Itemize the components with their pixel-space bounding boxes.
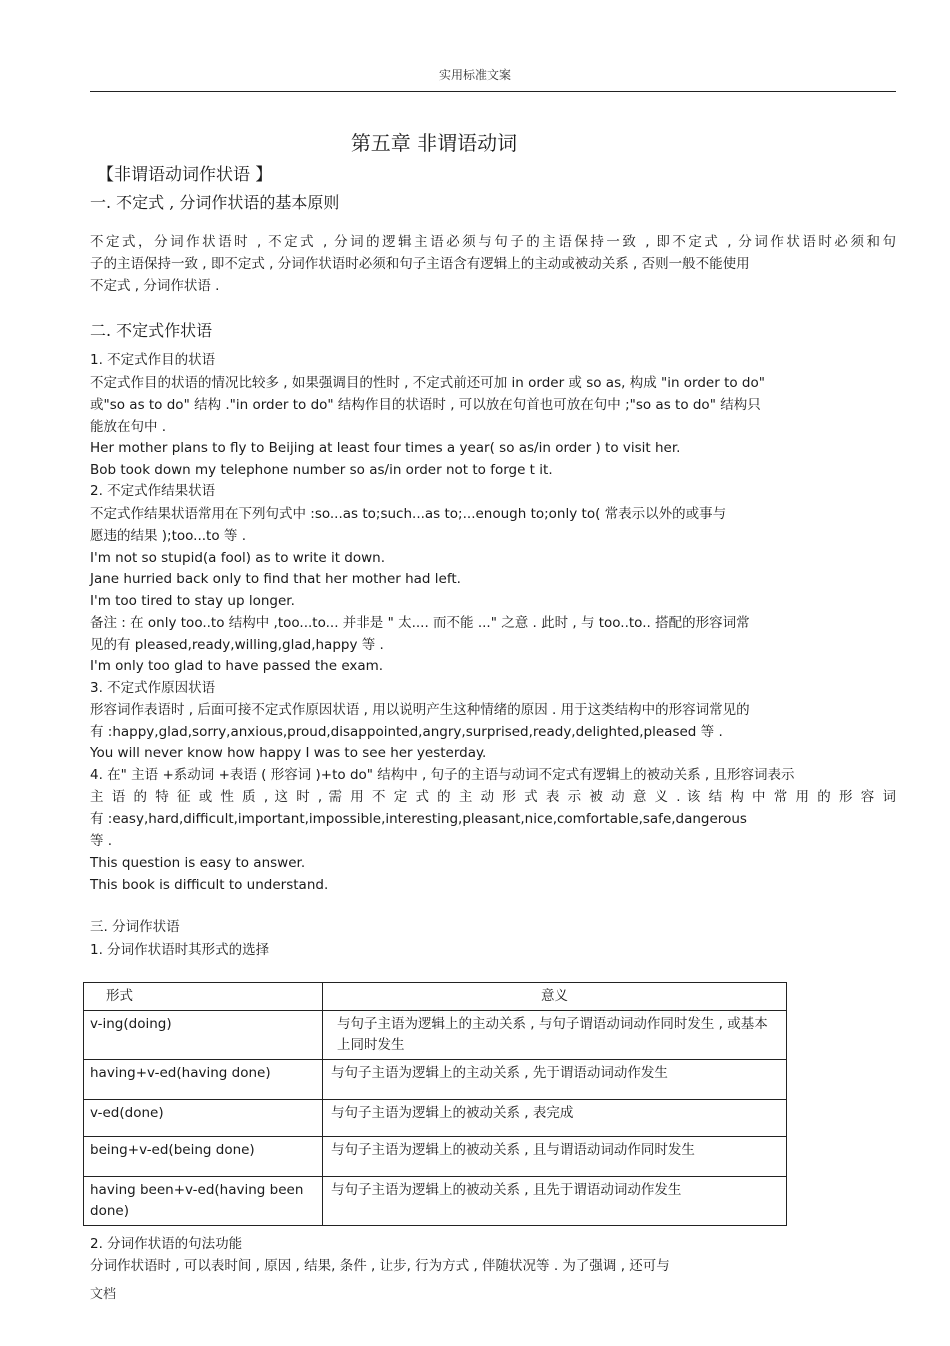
example-sentence: Jane hurried back only to find that her mother had left. <box>90 571 461 587</box>
subheading-form-choice: 1. 分词作状语时其形式的选择 <box>90 942 270 958</box>
table-cell-meaning: 与句子主语为逻辑上的被动关系 , 且先于谓语动词动作发生 <box>323 1177 787 1226</box>
paragraph-line: 等 . <box>90 833 113 849</box>
chapter-title: 第五章 非谓语动词 <box>350 131 518 155</box>
section-heading: 【非谓语动词作状语 】 <box>97 165 273 185</box>
example-sentence: Her mother plans to fly to Beijing at least four times a year( so as/in order ) to visit her. <box>90 440 681 456</box>
example-sentence: This question is easy to answer. <box>90 855 306 871</box>
paragraph-line: 1. 不定式作目的状语 <box>90 352 216 368</box>
table-header-form: 形式 <box>84 983 323 1011</box>
paragraph-line: 不定式作目的状语的情况比较多 , 如果强调目的性时 , 不定式前还可加 in order 或 so as, 构成 "in order to do" <box>90 375 765 391</box>
table-row <box>84 1177 787 1226</box>
paragraph-line: 有 :easy,hard,difficult,important,impossible,interesting,pleasant,nice,comfortable,safe,dangerous <box>90 811 747 827</box>
table-cell-meaning: 与句子主语为逻辑上的主动关系 , 先于谓语动词动作发生 <box>323 1060 787 1100</box>
table-cell-form: being+v-ed(being done) <box>84 1137 323 1177</box>
table-header-meaning: 意义 <box>323 983 787 1011</box>
paragraph-line: 或"so as to do" 结构 ."in order to do" 结构作目的状语时 , 可以放在句首也可放在句中 ;"so as to do" 结构只 <box>90 397 761 413</box>
paragraph-line: 2. 不定式作结果状语 <box>90 483 216 499</box>
example-sentence: I'm too tired to stay up longer. <box>90 593 295 609</box>
table-row <box>84 1060 787 1100</box>
heading-infinitive-adverbial: 二. 不定式作状语 <box>90 321 213 340</box>
header-divider <box>90 91 896 92</box>
table-cell-meaning: 与句子主语为逻辑上的主动关系 , 与句子谓语动词动作同时发生 , 或基本上同时发生 <box>323 1011 787 1060</box>
paragraph-line: 愿违的结果 );too...to 等 . <box>90 528 246 544</box>
paragraph-line: 能放在句中 . <box>90 419 167 435</box>
paragraph-line: 形容词作表语时 , 后面可接不定式作原因状语 , 用以说明产生这种情绪的原因 . 用于这类结构中的形容词常见的 <box>90 702 750 718</box>
example-sentence: I'm only too glad to have passed the exam. <box>90 658 384 674</box>
table-row <box>84 1011 787 1060</box>
example-sentence: I'm not so stupid(a fool) as to write it down. <box>90 550 386 566</box>
table-cell-form: v-ing(doing) <box>84 1011 323 1060</box>
table-cell-form: having been+v-ed(having been done) <box>84 1177 323 1226</box>
paragraph-line: 分词作状语时 , 可以表时间 , 原因 , 结果, 条件 , 让步, 行为方式 , 伴随状况等 . 为了强调 , 还可与 <box>90 1258 670 1274</box>
table-row <box>84 1100 787 1137</box>
example-sentence: You will never know how happy I was to see her yesterday. <box>90 745 487 761</box>
paragraph-line: 4. 在" 主语 +系动词 +表语 ( 形容词 )+to do" 结构中 , 句子的主语与动词不定式有逻辑上的被动关系 , 且形容词表示 <box>90 767 795 783</box>
page-header: 实用标准文案 <box>438 68 511 82</box>
heading-principles: 一. 不定式 , 分词作状语的基本原则 <box>90 193 340 212</box>
table-row <box>84 1137 787 1177</box>
table-cell-form: having+v-ed(having done) <box>84 1060 323 1100</box>
paragraph-line: 不定式作结果状语常用在下列句式中 :so...as to;such...as to;...enough to;only to( 常表示以外的或事与 <box>90 506 727 522</box>
paragraph-line: 不定式，分词作状语时 , 不定式 , 分词的逻辑主语必须与句子的主语保持一致 , 即不定式 , 分词作状语时必须和句 <box>90 234 896 250</box>
page-footer: 文档 <box>90 1287 117 1302</box>
participle-forms-table <box>83 982 787 1226</box>
paragraph-line: 3. 不定式作原因状语 <box>90 680 216 696</box>
example-sentence: This book is difficult to understand. <box>90 877 329 893</box>
paragraph-line: 不定式 , 分词作状语 . <box>90 278 220 294</box>
paragraph-line: 见的有 pleased,ready,willing,glad,happy 等 . <box>90 637 384 653</box>
paragraph-line: 备注 : 在 only too..to 结构中 ,too...to... 并非是 " 太.... 而不能 ..." 之意 . 此时 , 与 too..to.. 搭配的形容词常 <box>90 615 750 631</box>
heading-participle-adverbial: 三. 分词作状语 <box>90 919 180 935</box>
subheading-syntactic-function: 2. 分词作状语的句法功能 <box>90 1236 243 1252</box>
paragraph-line: 有 :happy,glad,sorry,anxious,proud,disappointed,angry,surprised,ready,delighted,pleased 等 . <box>90 724 723 740</box>
table-cell-meaning: 与句子主语为逻辑上的被动关系 , 表完成 <box>323 1100 787 1137</box>
example-sentence: Bob took down my telephone number so as/in order not to forge t it. <box>90 462 553 478</box>
table-cell-form: v-ed(done) <box>84 1100 323 1137</box>
paragraph-line: 主 语 的 特 征 或 性 质 , 这 时 , 需 用 不 定 式 的 主 动 形 式 表 示 被 动 意 义 . 该 结 构 中 常 用 的 形 容 词 <box>90 789 896 805</box>
table-header-row <box>84 983 787 1011</box>
table-cell-meaning: 与句子主语为逻辑上的被动关系 , 且与谓语动词动作同时发生 <box>323 1137 787 1177</box>
paragraph-line: 子的主语保持一致 , 即不定式 , 分词作状语时必须和句子主语含有逻辑上的主动或被动关系 , 否则一般不能使用 <box>90 256 750 272</box>
